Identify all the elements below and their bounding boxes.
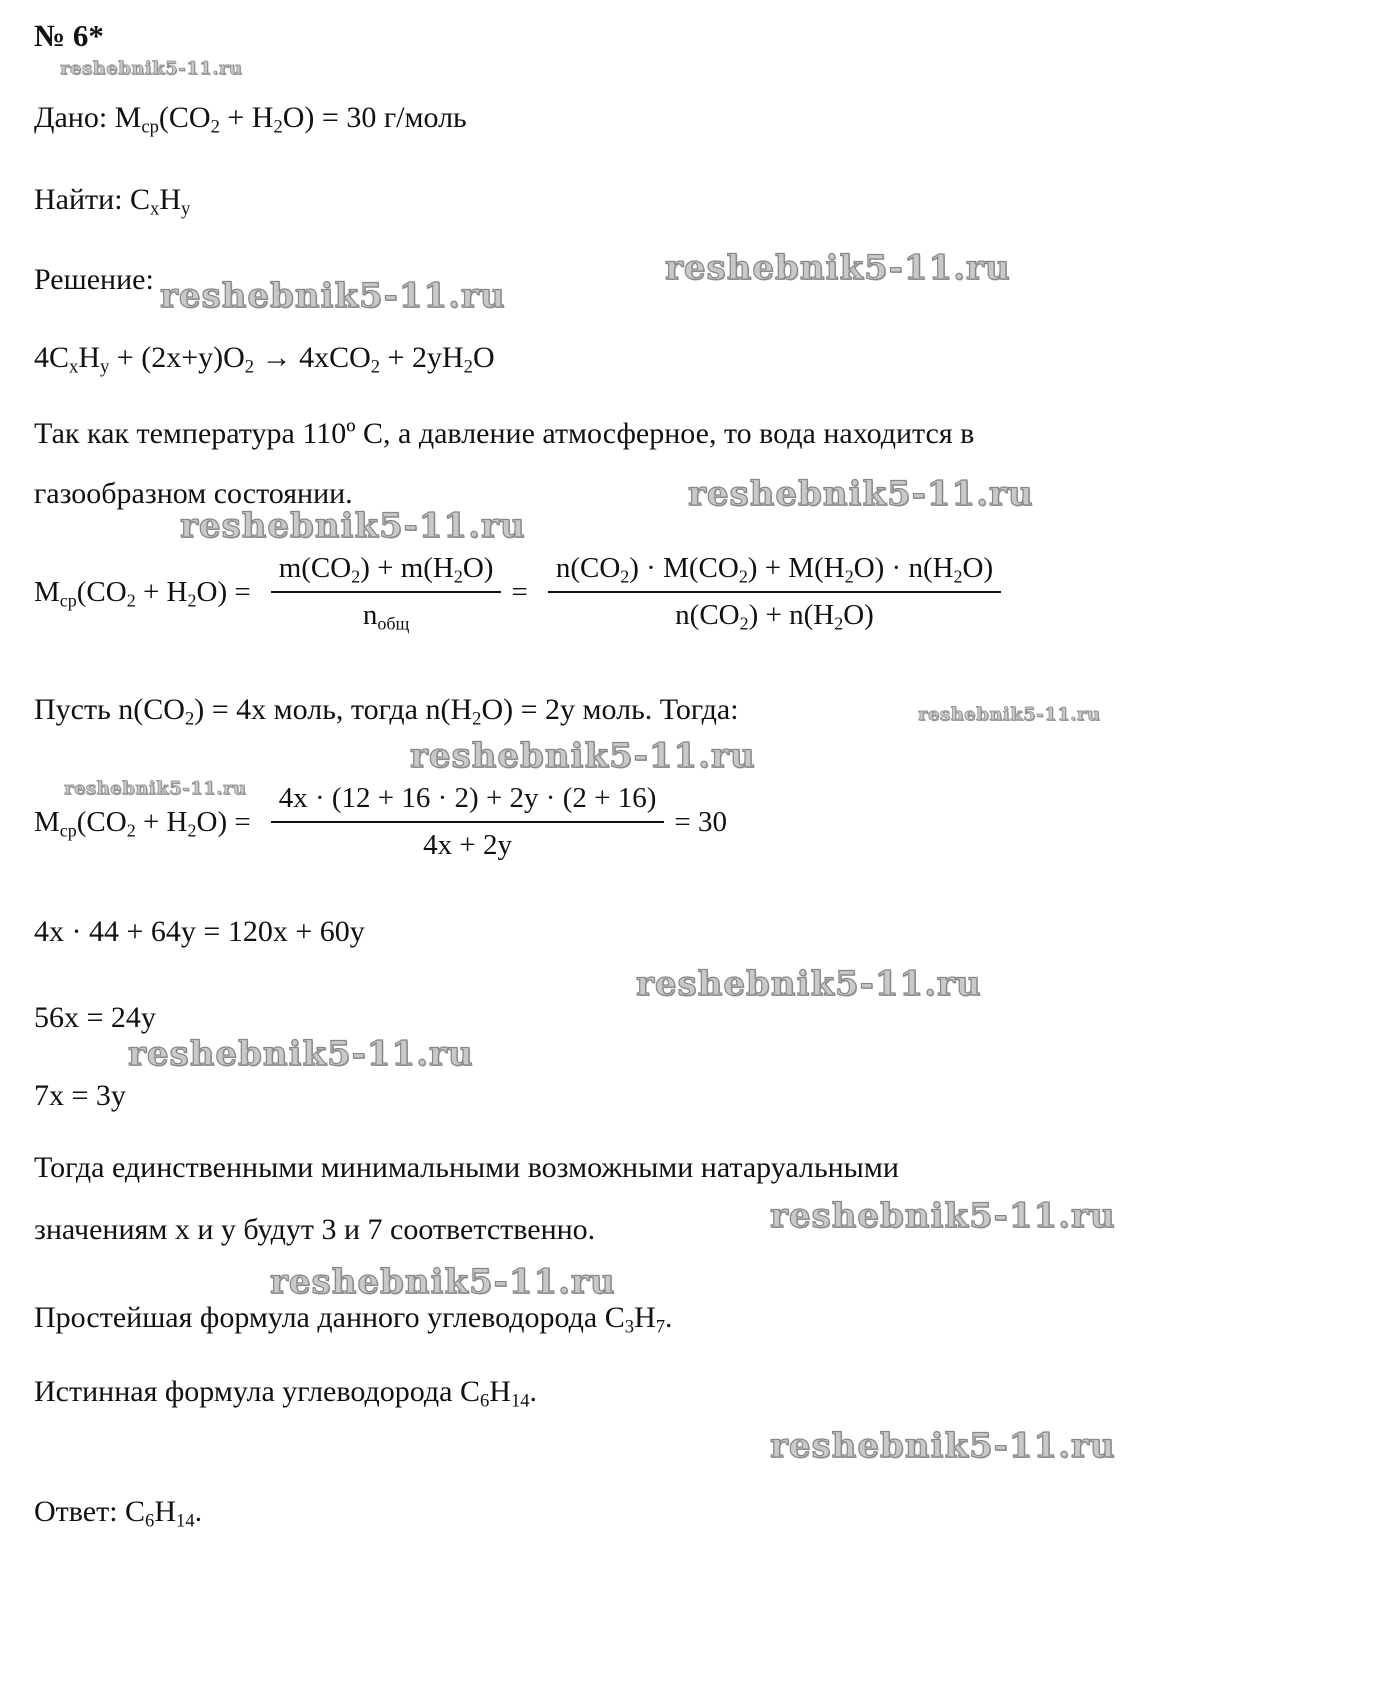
watermark: reshebnik5-11.ru xyxy=(60,58,243,79)
watermark: reshebnik5-11.ru xyxy=(160,276,506,316)
solution-label: Решение: xyxy=(34,263,154,296)
watermark: reshebnik5-11.ru xyxy=(410,736,756,776)
given-line: Дано: $M_{ср}(CO_2 + H_2O) = 30$ г/моль xyxy=(34,101,467,138)
formula-lhs: $M_{ср}(CO_2 + H_2O)$ = xyxy=(34,805,251,840)
conclusion-line1: Тогда единственными минимальными возможными натаруальными xyxy=(34,1151,899,1184)
equation-step-1: 4x · 44 + 64y = 120x + 60y xyxy=(34,915,365,948)
condition-text-line2: газообразном состоянии. xyxy=(34,477,353,510)
mass-fraction xyxy=(271,552,502,632)
answer-line: Ответ: $C_6H_{14}$. xyxy=(34,1495,203,1532)
fraction-denominator: 4x + 2y xyxy=(423,829,512,861)
equation-step-2: 56x = 24y xyxy=(34,1001,156,1034)
fraction-numerator: 4x · (12 + 16 · 2) + 2y · (2 + 16) xyxy=(271,782,665,823)
watermark: reshebnik5-11.ru xyxy=(180,506,526,546)
watermark: reshebnik5-11.ru xyxy=(128,1034,474,1074)
formula-equals: = xyxy=(511,575,528,608)
watermark: reshebnik5-11.ru xyxy=(665,248,1011,288)
formula-lhs: $M_{ср}(CO_2 + H_2O)$ = xyxy=(34,575,251,610)
fraction-denominator: $n(CO_2) + n(H_2O)$ xyxy=(675,599,874,634)
watermark: reshebnik5-11.ru xyxy=(918,704,1101,725)
fraction-denominator: $n_{общ}$ xyxy=(362,599,410,634)
watermark: reshebnik5-11.ru xyxy=(270,1262,616,1302)
watermark: reshebnik5-11.ru xyxy=(688,474,1034,514)
watermark: reshebnik5-11.ru xyxy=(770,1426,1116,1466)
watermark: reshebnik5-11.ru xyxy=(636,964,982,1004)
watermark: reshebnik5-11.ru xyxy=(64,778,247,799)
empirical-formula-line: Простейшая формула данного углеводорода $C_3H_7$. xyxy=(34,1301,673,1338)
substituted-molar-mass-formula xyxy=(34,782,737,862)
condition-text-line1: Так как температура 110º C, а давление атмосферное, то вода находится в xyxy=(34,417,975,450)
formula-result: = 30 xyxy=(674,805,727,838)
problem-number: № 6* xyxy=(34,18,104,53)
average-molar-mass-formula xyxy=(34,552,1011,632)
fraction-numerator: $n(CO_2) \cdot M(CO_2) + M(H_2O) \cdot n(H_2O)$ xyxy=(548,552,1001,593)
let-statement: Пусть $n(CO_2) = 4x$ моль, тогда $n(H_2O) = 2y$ моль. Тогда: xyxy=(34,693,739,730)
watermark: reshebnik5-11.ru xyxy=(770,1196,1116,1236)
substituted-fraction xyxy=(271,782,665,862)
reaction-equation: $4C_xH_y + (2x+y)O_2 \to 4xCO_2 + 2yH_2O$ xyxy=(34,341,495,378)
fraction-numerator: $m(CO_2) + m(H_2O)$ xyxy=(271,552,502,593)
true-formula-line: Истинная формула углеводорода $C_6H_{14}$. xyxy=(34,1375,538,1412)
equation-step-3: 7x = 3y xyxy=(34,1079,126,1112)
find-line: Найти: $C_xH_y$ xyxy=(34,183,191,220)
moles-fraction xyxy=(548,552,1001,632)
conclusion-line2: значениям x и y будут 3 и 7 соответственно. xyxy=(34,1213,596,1246)
